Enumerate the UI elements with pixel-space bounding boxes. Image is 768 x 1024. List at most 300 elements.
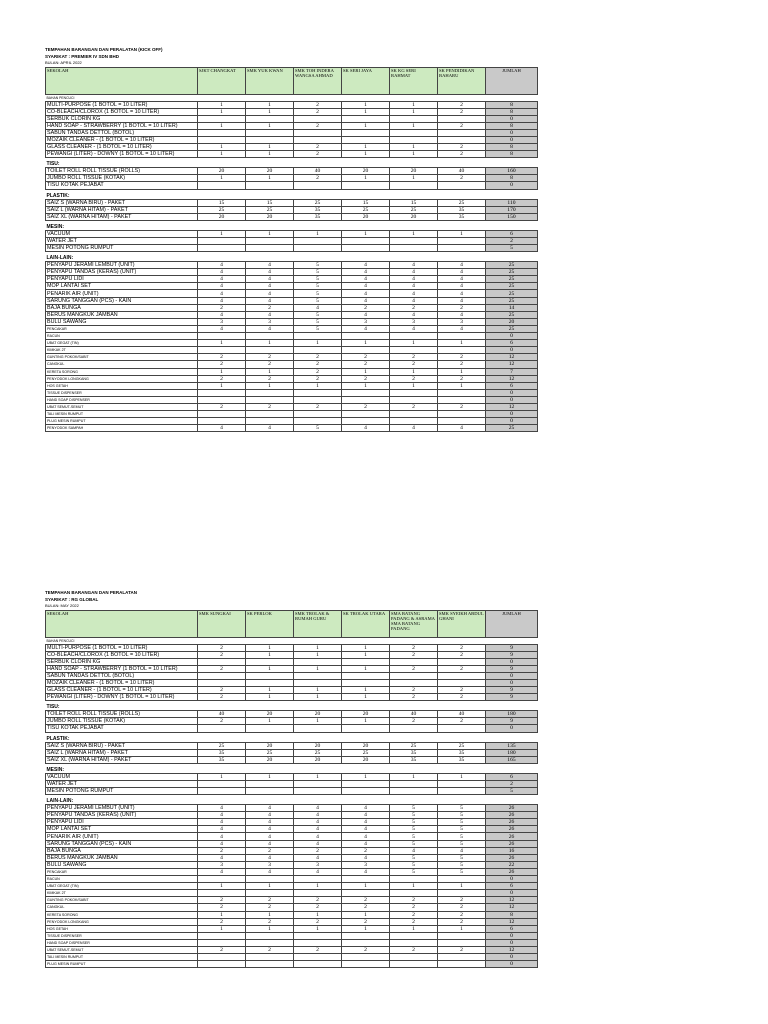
quantity-cell: 35 [294,206,342,213]
table-row [46,925,538,932]
category-label: PLASTIK: [46,192,70,199]
quantity-cell: 3 [438,318,486,325]
item-name: JUMBO ROLL TISSUE (KOTAK) [46,718,198,725]
quantity-cell [390,954,438,961]
quantity-cell: 4 [438,269,486,276]
table-row [46,805,538,812]
quantity-cell [390,679,438,686]
quantity-cell: 4 [246,840,294,847]
quantity-cell: 2 [438,122,486,129]
quantity-cell: 1 [390,382,438,389]
table-row [46,939,538,946]
quantity-cell [246,182,294,189]
order-sheet-2 [45,590,537,971]
quantity-cell: 4 [390,297,438,304]
quantity-cell [294,347,342,354]
item-name: PENYAPU JERAMI LEMBUT (UNIT) [46,805,198,812]
quantity-cell [294,237,342,244]
sheet-month: BULAN: APRIL 2022 [45,60,82,65]
quantity-cell: 1 [246,644,294,651]
quantity-cell: 1 [198,368,246,375]
quantity-cell [390,725,438,732]
total-cell: 16 [486,847,538,854]
school-column-header: SMK SUNGKAI [198,610,246,637]
quantity-cell: 4 [198,805,246,812]
item-name: TISU KOTAK PEJABAT [46,182,198,189]
quantity-cell: 4 [246,833,294,840]
table-row [46,144,538,151]
quantity-cell: 1 [198,101,246,108]
quantity-cell: 4 [342,269,390,276]
quantity-cell: 5 [294,262,342,269]
quantity-cell: 4 [294,812,342,819]
quantity-cell: 2 [438,375,486,382]
quantity-cell: 1 [246,718,294,725]
table-row [46,396,538,403]
quantity-cell: 5 [390,868,438,875]
quantity-cell [198,725,246,732]
quantity-cell [342,333,390,340]
quantity-cell: 20 [342,213,390,220]
order-sheet-1 [45,47,537,435]
quantity-cell: 2 [246,904,294,911]
quantity-cell: 4 [246,819,294,826]
quantity-cell: 1 [438,382,486,389]
quantity-cell: 4 [342,840,390,847]
quantity-cell [342,182,390,189]
quantity-cell [438,954,486,961]
quantity-cell: 2 [342,918,390,925]
quantity-cell: 2 [198,375,246,382]
quantity-cell: 4 [342,854,390,861]
item-name: PEWANGI (LITER) - DOWNY (1 BOTOL = 10 LITER) [46,694,198,701]
item-name: MOP LANTAI SET [46,283,198,290]
total-cell: 6 [486,883,538,890]
table-row [46,269,538,276]
quantity-cell: 2 [246,847,294,854]
total-cell: 25 [486,311,538,318]
quantity-cell: 1 [246,122,294,129]
quantity-cell: 2 [390,918,438,925]
table-row [46,854,538,861]
quantity-cell: 2 [390,946,438,953]
total-cell: 12 [486,946,538,953]
sheet-title: TEMPAHAN BARANGAN DAN PERALATAN (KICK OFF) [45,47,163,52]
quantity-cell: 25 [438,199,486,206]
quantity-cell [342,347,390,354]
table-row [46,418,538,425]
quantity-cell: 35 [438,756,486,763]
quantity-cell: 1 [390,368,438,375]
quantity-cell [390,788,438,795]
quantity-cell: 4 [246,868,294,875]
item-name: BAJA BUNGA [46,304,198,311]
quantity-cell: 1 [294,340,342,347]
quantity-cell: 1 [198,773,246,780]
table-row [46,946,538,953]
quantity-cell: 4 [342,325,390,332]
quantity-cell [198,115,246,122]
quantity-cell: 2 [390,904,438,911]
quantity-cell: 1 [294,382,342,389]
quantity-cell: 40 [438,711,486,718]
school-column-header: SK SERI JAYA [342,67,390,94]
total-cell: 165 [486,756,538,763]
quantity-cell: 4 [342,805,390,812]
quantity-cell [198,890,246,897]
quantity-cell [390,245,438,252]
table-row [46,672,538,679]
quantity-cell [246,876,294,883]
quantity-cell [390,672,438,679]
quantity-cell: 2 [438,151,486,158]
quantity-cell [294,115,342,122]
quantity-cell: 2 [294,108,342,115]
quantity-cell: 4 [198,325,246,332]
quantity-cell: 2 [390,911,438,918]
sheet-company: SYARIKAT : RG GLOBAL [45,596,99,602]
quantity-cell: 1 [342,651,390,658]
header-school-label: SEKOLAH [46,610,198,637]
quantity-cell: 20 [246,742,294,749]
table-row [46,361,538,368]
quantity-cell [438,347,486,354]
quantity-cell: 40 [390,711,438,718]
quantity-cell: 20 [390,213,438,220]
table-row [46,340,538,347]
quantity-cell [342,679,390,686]
quantity-cell [390,347,438,354]
quantity-cell: 2 [390,651,438,658]
quantity-cell: 1 [342,911,390,918]
quantity-cell [342,932,390,939]
quantity-cell: 2 [342,847,390,854]
quantity-cell: 4 [438,425,486,432]
total-column-header: JUMLAH [486,610,538,637]
quantity-cell [294,182,342,189]
quantity-cell: 5 [438,819,486,826]
total-cell: 6 [486,230,538,237]
quantity-cell: 20 [246,213,294,220]
quantity-cell [438,939,486,946]
quantity-cell [294,136,342,143]
quantity-cell: 2 [294,101,342,108]
quantity-cell [342,725,390,732]
table-row [46,711,538,718]
quantity-cell: 2 [438,904,486,911]
school-column-header: SMK YUK KWAN [246,67,294,94]
item-name: BULU SAWANG [46,318,198,325]
quantity-cell: 5 [294,276,342,283]
quantity-cell: 4 [342,297,390,304]
quantity-cell: 2 [246,918,294,925]
quantity-cell: 2 [342,946,390,953]
quantity-cell: 2 [198,718,246,725]
item-name: PLUG MESIN RUMPUT [46,418,198,425]
quantity-cell [390,333,438,340]
quantity-cell: 5 [438,812,486,819]
quantity-cell [294,932,342,939]
quantity-cell [438,679,486,686]
quantity-cell: 15 [390,199,438,206]
quantity-cell: 35 [294,213,342,220]
table-row [46,199,538,206]
item-name: PENYODOK LONGKANG [46,375,198,382]
quantity-cell: 2 [198,694,246,701]
table-row [46,206,538,213]
category-label: TISU: [46,161,60,168]
quantity-cell: 1 [198,230,246,237]
quantity-cell [342,954,390,961]
quantity-cell: 35 [438,749,486,756]
quantity-cell: 1 [246,651,294,658]
quantity-cell [246,672,294,679]
quantity-cell: 2 [438,897,486,904]
quantity-cell: 4 [294,304,342,311]
quantity-cell: 4 [198,425,246,432]
table-row [46,773,538,780]
quantity-cell: 2 [198,847,246,854]
table-row [46,297,538,304]
quantity-cell: 5 [294,297,342,304]
quantity-cell: 2 [438,694,486,701]
total-cell: 25 [486,425,538,432]
quantity-cell: 2 [294,368,342,375]
quantity-cell: 2 [246,361,294,368]
quantity-cell [438,136,486,143]
quantity-cell: 1 [246,883,294,890]
quantity-cell: 20 [342,168,390,175]
table-row [46,347,538,354]
table-row [46,182,538,189]
quantity-cell [198,780,246,787]
category-label: MESIN: [46,766,64,773]
total-cell: 9 [486,687,538,694]
category-label: PLASTIK: [46,735,70,742]
table-row [46,411,538,418]
total-cell: 135 [486,742,538,749]
quantity-cell: 1 [390,340,438,347]
table-row [46,756,538,763]
quantity-cell [294,389,342,396]
table-row [46,283,538,290]
quantity-cell: 4 [438,847,486,854]
quantity-cell: 1 [342,382,390,389]
total-cell: 26 [486,812,538,819]
quantity-cell: 25 [342,206,390,213]
quantity-cell [390,418,438,425]
total-cell: 8 [486,108,538,115]
total-cell: 9 [486,644,538,651]
total-cell: 0 [486,396,538,403]
item-name: TISU KOTAK PEJABAT [46,725,198,732]
item-name: TOILET ROLL ROLL TISSUE (ROLLS) [46,168,198,175]
total-cell: 0 [486,136,538,143]
quantity-cell: 25 [294,199,342,206]
quantity-cell [438,788,486,795]
quantity-cell [246,658,294,665]
quantity-cell: 1 [342,151,390,158]
item-name: PENYODOK LONGKANG [46,918,198,925]
table-row [46,175,538,182]
quantity-cell [390,939,438,946]
quantity-cell: 2 [390,375,438,382]
quantity-cell: 2 [198,904,246,911]
quantity-cell: 20 [390,168,438,175]
quantity-cell: 4 [198,262,246,269]
total-cell: 9 [486,694,538,701]
quantity-cell: 1 [342,773,390,780]
quantity-cell [342,389,390,396]
total-cell: 6 [486,382,538,389]
table-row [46,382,538,389]
table-row [46,168,538,175]
total-cell: 12 [486,403,538,410]
quantity-cell [246,954,294,961]
table-row [46,354,538,361]
quantity-cell: 1 [342,144,390,151]
quantity-cell [438,396,486,403]
quantity-cell: 2 [198,644,246,651]
quantity-cell: 1 [342,883,390,890]
quantity-cell: 2 [198,946,246,953]
quantity-cell [438,389,486,396]
quantity-cell: 2 [198,897,246,904]
quantity-cell: 1 [246,340,294,347]
sheet-title: TEMPAHAN BARANGAN DAN PERALATAN [45,590,137,595]
quantity-cell: 2 [294,151,342,158]
table-header-row [46,67,538,94]
quantity-cell: 15 [246,199,294,206]
quantity-cell: 35 [438,213,486,220]
quantity-cell [438,658,486,665]
quantity-cell: 1 [198,883,246,890]
quantity-cell: 1 [246,665,294,672]
quantity-cell: 4 [342,833,390,840]
quantity-cell: 1 [294,687,342,694]
table-row [46,749,538,756]
quantity-cell: 2 [438,918,486,925]
quantity-cell [246,780,294,787]
total-cell: 26 [486,805,538,812]
total-cell: 0 [486,389,538,396]
quantity-cell: 4 [246,325,294,332]
quantity-cell [294,961,342,968]
quantity-cell [294,411,342,418]
total-cell: 25 [486,290,538,297]
quantity-cell: 5 [294,269,342,276]
table-row [46,658,538,665]
total-cell: 0 [486,876,538,883]
quantity-cell: 4 [198,854,246,861]
quantity-cell [390,115,438,122]
quantity-cell: 20 [294,742,342,749]
quantity-cell [198,347,246,354]
quantity-cell [342,411,390,418]
item-name: JUMBO ROLL TISSUE (KOTAK) [46,175,198,182]
quantity-cell: 2 [438,101,486,108]
table-row [46,918,538,925]
quantity-cell: 2 [294,847,342,854]
item-name: PENCAKAR [46,868,198,875]
quantity-cell: 1 [246,911,294,918]
quantity-cell: 5 [390,854,438,861]
item-name: SERBUK CLORIN KG [46,658,198,665]
quantity-cell: 5 [294,283,342,290]
quantity-cell [390,389,438,396]
quantity-cell: 1 [438,340,486,347]
total-cell: 12 [486,904,538,911]
item-name: CO-BLEACH/CLOROX (1 BOTOL = 10 LITER) [46,108,198,115]
table-row [46,230,538,237]
item-name: MOZAIK CLEANER - (1 BOTOL = 10 LITER) [46,679,198,686]
quantity-cell: 1 [390,151,438,158]
item-name: SABUN TANDAS DETTOL (BOTOL) [46,129,198,136]
quantity-cell: 1 [294,883,342,890]
quantity-cell: 3 [246,318,294,325]
table-row [46,665,538,672]
item-name: PEWANGI (LITER) - DOWNY (1 BOTOL = 10 LITER) [46,151,198,158]
school-column-header: SK KG SERI RAHMAT [390,67,438,94]
quantity-cell: 1 [342,687,390,694]
quantity-cell [198,679,246,686]
quantity-cell: 1 [198,925,246,932]
quantity-cell: 1 [294,718,342,725]
total-cell: 110 [486,199,538,206]
quantity-cell [198,788,246,795]
quantity-cell: 1 [198,340,246,347]
quantity-cell: 2 [342,304,390,311]
table-row [46,742,538,749]
quantity-cell: 1 [342,108,390,115]
item-name: GUNTING POKOK/SABIT [46,354,198,361]
item-name: CANGKUL [46,904,198,911]
quantity-cell: 4 [390,847,438,854]
quantity-cell [390,780,438,787]
quantity-cell: 2 [294,175,342,182]
item-name: SARUNG TANGGAN (PCS) - KAIN [46,297,198,304]
quantity-cell: 4 [246,425,294,432]
quantity-cell: 4 [246,854,294,861]
table-row [46,122,538,129]
item-name: RACUN [46,876,198,883]
quantity-cell: 1 [342,368,390,375]
total-cell: 14 [486,304,538,311]
quantity-cell: 4 [438,290,486,297]
quantity-cell: 1 [438,368,486,375]
quantity-cell: 2 [294,946,342,953]
quantity-cell: 1 [342,230,390,237]
item-name: GLASS CLEANER - (1 BOTOL = 10 LITER) [46,687,198,694]
quantity-cell: 2 [438,175,486,182]
quantity-cell: 4 [342,819,390,826]
quantity-cell: 5 [294,290,342,297]
quantity-cell: 4 [390,290,438,297]
total-cell: 12 [486,897,538,904]
total-cell: 9 [486,665,538,672]
total-cell: 180 [486,711,538,718]
quantity-cell [342,672,390,679]
quantity-cell [438,115,486,122]
quantity-cell [438,418,486,425]
quantity-cell: 4 [198,868,246,875]
quantity-cell: 4 [438,262,486,269]
total-cell: 0 [486,932,538,939]
total-cell: 0 [486,890,538,897]
quantity-cell: 5 [294,318,342,325]
quantity-cell: 2 [342,403,390,410]
total-cell: 160 [486,168,538,175]
